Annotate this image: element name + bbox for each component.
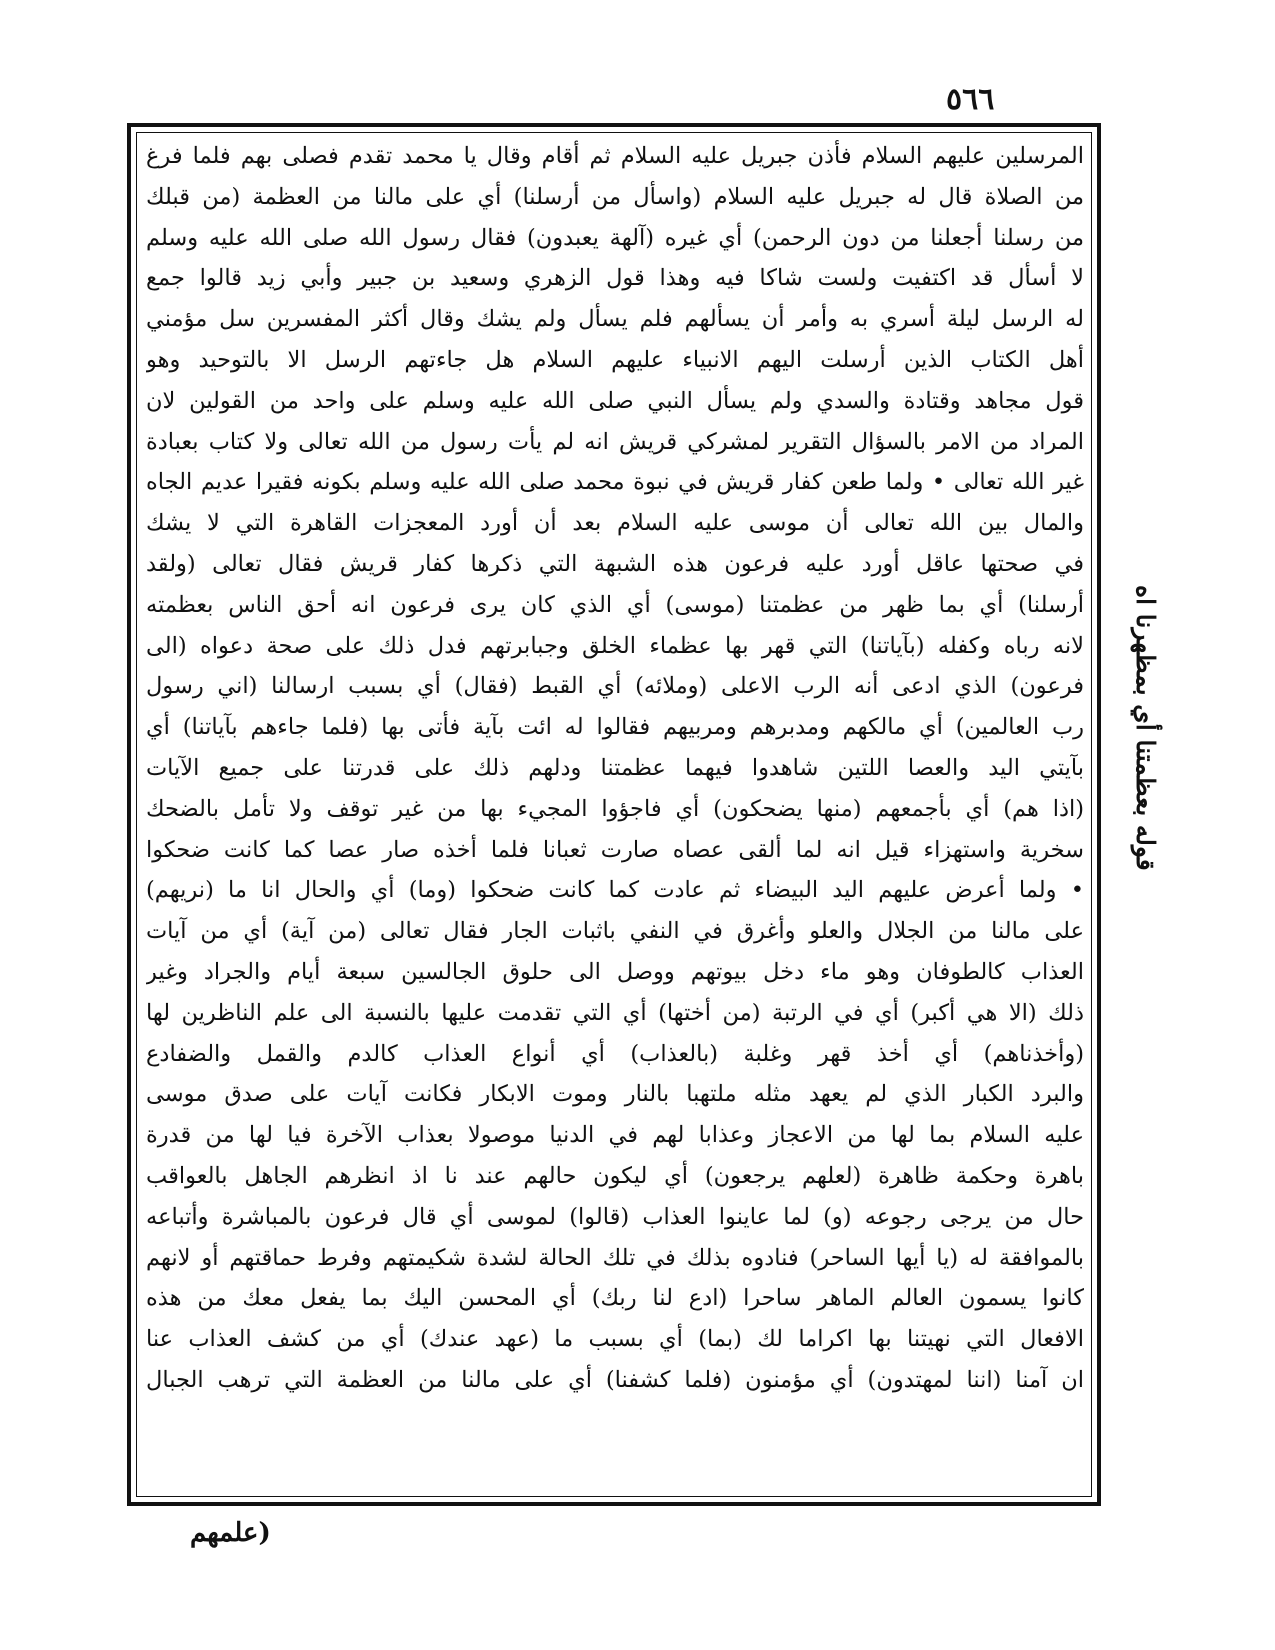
text-line: أهل الكتاب الذين أرسلت اليهم الانبياء عليهم السلام هل جاءتهم الرسل الا بالتوحيد وهو [146,346,1084,373]
text-line: المرسلين عليهم السلام فأذن جبريل عليه السلام ثم أقام وقال يا محمد تقدم فصلى بهم فلما فرغ [146,143,1084,169]
text-line: غير الله تعالى • ولما طعن كفار قريش في نبوة محمد صلى الله عليه وسلم بكونه فقيرا عديم الجاه [146,469,1084,496]
text-line: • ولما أعرض عليهم اليد البيضاء ثم عادت كما كانت ضحكوا (وما) أي والحال انا ما (نريهم) [146,877,1084,904]
text-line: باهرة وحكمة ظاهرة (لعلهم يرجعون) أي ليكون حالهم عند نا اذ انظرهم الجاهل بالعواقب [146,1162,1084,1189]
text-line: من رسلنا أجعلنا من دون الرحمن) أي غيره (آلهة يعبدون) فقال رسول الله صلى الله عليه وسلم [146,224,1084,251]
text-line: الافعال التي نهيتنا بها اكراما لك (بما) أي بسبب ما (عهد عندك) أي من كشف العذاب عنا [146,1326,1084,1353]
text-line: رب العالمين) أي مالكهم ومدبرهم ومربيهم فقالوا له ائت بآية فأتى بها (فلما جاءهم بآياتنا) أي [146,714,1084,741]
text-line: (اذا هم) أي بأجمعهم (منها يضحكون) أي فاجؤوا المجيء بها من غير توقف ولا تأمل بالضحك [146,795,1084,822]
text-line: لا أسأل قد اكتفيت ولست شاكا فيه وهذا قول الزهري وسعيد بن جبير وأبي زيد قالوا جمع [146,265,1084,292]
text-line: سخرية واستهزاء قيل انه لما ألقى عصاه صارت ثعبانا فلما أخذه صار عصا كما كانت ضحكوا [146,836,1084,863]
text-line: بآيتي اليد والعصا اللتين شاهدوا فيهما عظمتنا ودلهم ذلك على قدرتنا على جميع الآيات [146,754,1084,781]
catchword: (علمهم [190,1518,271,1548]
text-line: على مالنا من الجلال والعلو وأغرق في النفي باثبات الجار فقال تعالى (من آية) أي من آيات [146,918,1084,945]
text-line: فرعون) الذي ادعى أنه الرب الاعلى (وملائه) أي القبط (فقال) أي بسبب ارسالنا (اني رسول [146,673,1084,700]
text-line: والبرد الكبار الذي لم يعهد مثله ملتهبا بالنار وموت الابكار فكانت آيات على صدق موسى [146,1081,1084,1108]
text-line: (وأخذناهم) أي أخذ قهر وغلبة (بالعذاب) أي أنواع العذاب كالدم والقمل والضفادع [146,1040,1084,1067]
text-line: قول مجاهد وقتادة والسدي ولم يسأل النبي صلى الله عليه وسلم على واحد من القولين لان [146,387,1084,414]
text-line: في صحتها عاقل أورد عليه فرعون هذه الشبهة التي ذكرها كفار قريش فقال تعالى (ولقد [146,550,1084,577]
text-line: والمال بين الله تعالى أن موسى عليه السلام بعد أن أورد المعجزات القاهرة التي لا يشك [146,510,1084,537]
text-line: كانوا يسمون العالم الماهر ساحرا (ادع لنا ربك) أي المحسن اليك بما يفعل معك من هذه [146,1285,1084,1312]
text-line: ان آمنا (اننا لمهتدون) أي مؤمنون (فلما كشفنا) أي على مالنا من العظمة التي ترهب الجبال [146,1366,1084,1393]
text-line: لانه رباه وكفله (بآياتنا) التي قهر بها عظماء الخلق وجبابرتهم فدل ذلك على صحة دعواه (الى [146,632,1084,659]
text-line: العذاب كالطوفان وهو ماء دخل بيوتهم ووصل الى حلوق الجالسين سبعة أيام والجراد وغير [146,958,1084,985]
text-line: أرسلنا) أي بما ظهر من عظمتنا (موسى) أي الذي كان يرى فرعون انه أحق الناس بعظمته [146,591,1084,618]
page-number: ٥٦٦ [946,82,995,117]
main-text-block [146,136,1084,1492]
text-line: له الرسل ليلة أسري به وأمر أن يسألهم فلم يسأل ولم يشك وقال أكثر المفسرين سل مؤمني [146,306,1084,333]
text-line: ذلك (الا هي أكبر) أي في الرتبة (من أختها) أي التي تقدمت عليها بالنسبة الى علم الناظرين لها [146,999,1084,1026]
text-line: عليه السلام بما لها من الاعجاز وعذابا لهم في الدنيا موصولا بعذاب الآخرة فيا لها من قدرة [146,1122,1084,1149]
text-line: حال من يرجى رجوعه (و) لما عاينوا العذاب (قالوا) لموسى أي قال فرعون بالمباشرة وأتباعه [146,1203,1084,1230]
text-line: المراد من الامر بالسؤال التقرير لمشركي قريش انه لم يأت رسول من الله تعالى ولا كتاب بعبادة [146,428,1084,455]
text-line: بالموافقة له (يا أيها الساحر) فنادوه بذلك في تلك الحالة لشدة شكيمتهم وفرط حماقتهم أو لانهم [146,1244,1084,1271]
margin-note: قوله بعظمتنا أي بمظهرنا اه [1131,585,1160,871]
text-line: من الصلاة قال له جبريل عليه السلام (واسأل من أرسلنا) أي على مالنا من العظمة (من قبلك [146,183,1084,210]
